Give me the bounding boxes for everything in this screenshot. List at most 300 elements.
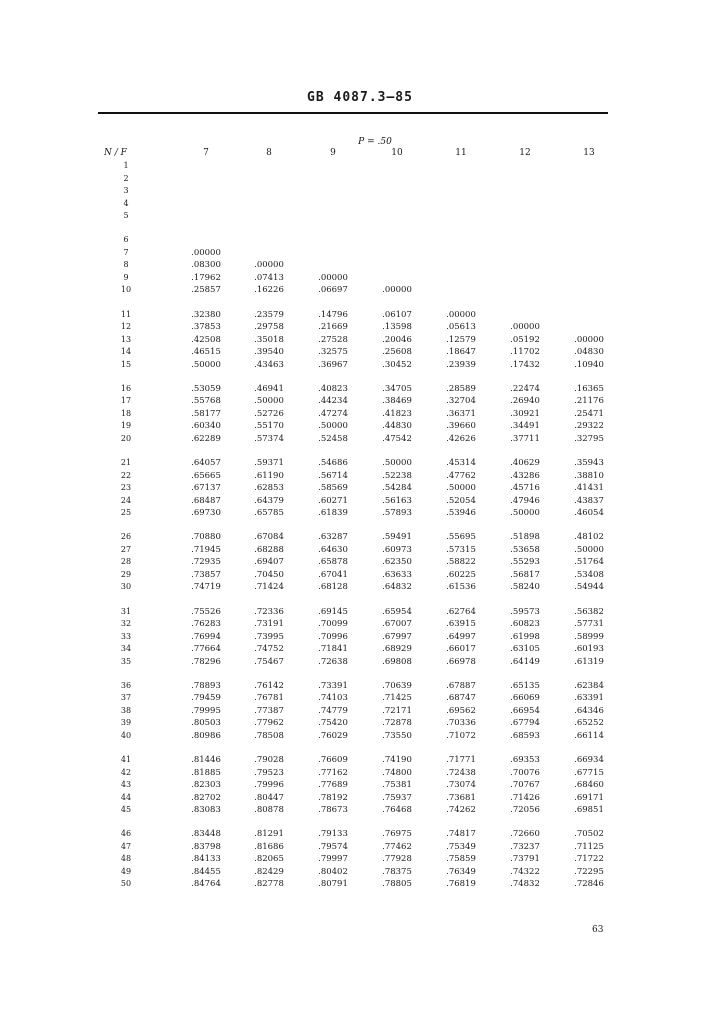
table-cell: .80402 bbox=[318, 866, 348, 877]
table-cell: .50000 bbox=[574, 544, 604, 555]
table-cell: .62350 bbox=[382, 557, 412, 568]
table-cell: .78192 bbox=[318, 792, 348, 803]
table-cell: .64832 bbox=[382, 582, 412, 593]
table-cell: .32795 bbox=[574, 433, 604, 444]
table-cell: .07413 bbox=[254, 272, 284, 283]
table-cell: .14796 bbox=[318, 309, 348, 320]
table-cell: .35018 bbox=[254, 334, 284, 345]
table-cell: .70450 bbox=[254, 569, 284, 580]
table-cell: .55170 bbox=[254, 421, 284, 432]
table-cell: .57374 bbox=[254, 433, 284, 444]
table-cell: .53946 bbox=[446, 508, 476, 519]
table-cell: .43286 bbox=[510, 470, 540, 481]
column-header: 8 bbox=[266, 148, 272, 158]
row-label: 38 bbox=[120, 705, 132, 715]
table-cell: .67084 bbox=[254, 532, 284, 543]
row-label: 45 bbox=[120, 805, 132, 815]
table-cell: .60823 bbox=[510, 619, 540, 630]
table-cell: .80986 bbox=[191, 730, 221, 741]
table-cell: .75526 bbox=[191, 606, 221, 617]
column-header: 9 bbox=[330, 148, 336, 158]
row-label: 2 bbox=[123, 173, 129, 183]
table-cell: .72438 bbox=[446, 767, 476, 778]
table-cell: .73237 bbox=[510, 841, 540, 852]
row-label: 27 bbox=[120, 544, 132, 554]
table-cell: .64149 bbox=[510, 656, 540, 667]
table-cell: .77962 bbox=[254, 718, 284, 729]
table-cell: .71425 bbox=[382, 693, 412, 704]
table-cell: .57893 bbox=[382, 508, 412, 519]
table-cell: .06107 bbox=[382, 309, 412, 320]
table-cell: .59371 bbox=[254, 458, 284, 468]
table-cell: .71722 bbox=[574, 854, 604, 865]
table-cell: .56382 bbox=[574, 606, 604, 617]
table-cell: .29758 bbox=[254, 322, 284, 333]
row-label: 9 bbox=[123, 272, 129, 282]
table-cell: .23579 bbox=[254, 309, 284, 320]
table-cell: .66954 bbox=[510, 705, 540, 716]
nf-column-header: N / F bbox=[104, 148, 127, 158]
table-cell: .78375 bbox=[382, 866, 412, 877]
row-label: 3 bbox=[123, 186, 129, 196]
table-cell: .47542 bbox=[382, 433, 412, 444]
row-label: 34 bbox=[120, 644, 132, 654]
table-cell: .66017 bbox=[446, 644, 476, 655]
table-cell: .45716 bbox=[510, 483, 540, 494]
row-label: 43 bbox=[120, 780, 132, 790]
table-cell: .73995 bbox=[254, 631, 284, 642]
row-label: 17 bbox=[120, 396, 132, 406]
table-cell: .22474 bbox=[510, 383, 540, 394]
row-label: 4 bbox=[123, 198, 129, 208]
table-cell: .64057 bbox=[191, 458, 221, 468]
row-label: 7 bbox=[123, 247, 129, 257]
table-cell: .54944 bbox=[574, 582, 604, 593]
table-cell: .69407 bbox=[254, 557, 284, 568]
table-cell: .72935 bbox=[191, 557, 221, 568]
column-header: 10 bbox=[391, 148, 403, 158]
table-cell: .69145 bbox=[318, 606, 348, 617]
table-cell: .17962 bbox=[191, 272, 221, 283]
table-cell: .72056 bbox=[510, 805, 540, 816]
row-label: 24 bbox=[120, 495, 132, 505]
table-cell: .74817 bbox=[446, 829, 476, 840]
table-cell: .83083 bbox=[191, 805, 221, 816]
table-cell: .51764 bbox=[574, 557, 604, 568]
column-header: 12 bbox=[519, 148, 531, 158]
table-cell: .68128 bbox=[318, 582, 348, 593]
table-cell: .27528 bbox=[318, 334, 348, 345]
row-label: 11 bbox=[120, 309, 132, 319]
table-cell: .73391 bbox=[318, 680, 348, 691]
table-cell: .71426 bbox=[510, 792, 540, 803]
row-label: 31 bbox=[120, 606, 132, 616]
table-cell: .67794 bbox=[510, 718, 540, 729]
row-label: 44 bbox=[120, 792, 132, 802]
table-cell: .64379 bbox=[254, 495, 284, 506]
table-cell: .82778 bbox=[254, 879, 284, 890]
row-label: 33 bbox=[120, 631, 132, 641]
table-cell: .43837 bbox=[574, 495, 604, 506]
table-cell: .58822 bbox=[446, 557, 476, 568]
table-cell: .41431 bbox=[574, 483, 604, 494]
row-label: 50 bbox=[120, 879, 132, 889]
table-cell: .76819 bbox=[446, 879, 476, 890]
column-header: 13 bbox=[583, 148, 595, 158]
table-cell: .64346 bbox=[574, 705, 604, 716]
table-cell: .53658 bbox=[510, 544, 540, 555]
table-cell: .74800 bbox=[382, 767, 412, 778]
table-cell: .71072 bbox=[446, 730, 476, 741]
table-cell: .82702 bbox=[191, 792, 221, 803]
table-cell: .57731 bbox=[574, 619, 604, 630]
table-cell: .62384 bbox=[574, 680, 604, 691]
table-cell: .68593 bbox=[510, 730, 540, 741]
table-cell: .41823 bbox=[382, 408, 412, 419]
table-cell: .73681 bbox=[446, 792, 476, 803]
table-cell: .06697 bbox=[318, 285, 348, 296]
table-cell: .79997 bbox=[318, 854, 348, 865]
table-cell: .74752 bbox=[254, 644, 284, 655]
row-label: 36 bbox=[120, 680, 132, 690]
table-cell: .78673 bbox=[318, 805, 348, 816]
table-cell: .76349 bbox=[446, 866, 476, 877]
table-cell: .77664 bbox=[191, 644, 221, 655]
table-cell: .63105 bbox=[510, 644, 540, 655]
table-cell: .76283 bbox=[191, 619, 221, 630]
row-label: 21 bbox=[120, 458, 132, 467]
table-cell: .40629 bbox=[510, 458, 540, 468]
table-cell: .70502 bbox=[574, 829, 604, 840]
table-cell: .56163 bbox=[382, 495, 412, 506]
table-cell: .69808 bbox=[382, 656, 412, 667]
table-cell: .30452 bbox=[382, 359, 412, 370]
row-label: 29 bbox=[120, 569, 132, 579]
table-cell: .68288 bbox=[254, 544, 284, 555]
table-cell: .81446 bbox=[191, 755, 221, 765]
table-cell: .34491 bbox=[510, 421, 540, 432]
table-cell: .39660 bbox=[446, 421, 476, 432]
table-cell: .84455 bbox=[191, 866, 221, 877]
table-cell: .80447 bbox=[254, 792, 284, 803]
table-cell: .05192 bbox=[510, 334, 540, 345]
table-cell: .73550 bbox=[382, 730, 412, 741]
table-cell: .78296 bbox=[191, 656, 221, 667]
table-cell: .65135 bbox=[510, 680, 540, 691]
table-cell: .75467 bbox=[254, 656, 284, 667]
table-cell: .62764 bbox=[446, 606, 476, 617]
table-cell: .52726 bbox=[254, 408, 284, 419]
row-label: 37 bbox=[120, 693, 132, 703]
table-cell: .67887 bbox=[446, 680, 476, 691]
table-cell: .59491 bbox=[382, 532, 412, 543]
table-cell: .61998 bbox=[510, 631, 540, 642]
table-cell: .63287 bbox=[318, 532, 348, 543]
table-cell: .50000 bbox=[318, 421, 348, 432]
table-cell: .71424 bbox=[254, 582, 284, 593]
table-cell: .64630 bbox=[318, 544, 348, 555]
table-cell: .25608 bbox=[382, 347, 412, 358]
table-cell: .39540 bbox=[254, 347, 284, 358]
table-cell: .80878 bbox=[254, 805, 284, 816]
table-cell: .74262 bbox=[446, 805, 476, 816]
table-cell: .74779 bbox=[318, 705, 348, 716]
table-cell: .69353 bbox=[510, 755, 540, 765]
row-label: 48 bbox=[120, 854, 132, 864]
table-cell: .28589 bbox=[446, 383, 476, 394]
table-cell: .64997 bbox=[446, 631, 476, 642]
table-cell: .60193 bbox=[574, 644, 604, 655]
table-cell: .66114 bbox=[574, 730, 604, 741]
row-label: 40 bbox=[120, 730, 132, 740]
table-cell: .11702 bbox=[510, 347, 540, 358]
column-header: 7 bbox=[203, 148, 209, 158]
table-cell: .77928 bbox=[382, 854, 412, 865]
page-number: 63 bbox=[592, 925, 604, 935]
table-cell: .55768 bbox=[191, 396, 221, 407]
table-cell: .53059 bbox=[191, 383, 221, 394]
table-cell: .18647 bbox=[446, 347, 476, 358]
table-cell: .45314 bbox=[446, 458, 476, 468]
table-cell: .47274 bbox=[318, 408, 348, 419]
table-cell: .67137 bbox=[191, 483, 221, 494]
table-cell: .52054 bbox=[446, 495, 476, 506]
table-cell: .50000 bbox=[382, 458, 412, 468]
table-cell: .47946 bbox=[510, 495, 540, 506]
table-cell: .29322 bbox=[574, 421, 604, 432]
table-cell: .77162 bbox=[318, 767, 348, 778]
table-cell: .75420 bbox=[318, 718, 348, 729]
table-cell: .72171 bbox=[382, 705, 412, 716]
table-cell: .58240 bbox=[510, 582, 540, 593]
row-label: 19 bbox=[120, 421, 132, 431]
table-cell: .63633 bbox=[382, 569, 412, 580]
table-cell: .66934 bbox=[574, 755, 604, 765]
table-cell: .77387 bbox=[254, 705, 284, 716]
table-cell: .00000 bbox=[382, 285, 412, 296]
table-cell: .25471 bbox=[574, 408, 604, 419]
table-cell: .00000 bbox=[574, 334, 604, 345]
table-cell: .60225 bbox=[446, 569, 476, 580]
table-cell: .70767 bbox=[510, 780, 540, 791]
row-label: 39 bbox=[120, 718, 132, 728]
table-cell: .68460 bbox=[574, 780, 604, 791]
table-cell: .78508 bbox=[254, 730, 284, 741]
table-cell: .30921 bbox=[510, 408, 540, 419]
table-cell: .00000 bbox=[318, 272, 348, 283]
table-cell: .78893 bbox=[191, 680, 221, 691]
table-cell: .54686 bbox=[318, 458, 348, 468]
table-cell: .72638 bbox=[318, 656, 348, 667]
table-cell: .72660 bbox=[510, 829, 540, 840]
table-cell: .00000 bbox=[510, 322, 540, 333]
table-cell: .71945 bbox=[191, 544, 221, 555]
table-cell: .76029 bbox=[318, 730, 348, 741]
table-cell: .71841 bbox=[318, 644, 348, 655]
table-cell: .73074 bbox=[446, 780, 476, 791]
table-cell: .61319 bbox=[574, 656, 604, 667]
column-header: 11 bbox=[455, 148, 467, 158]
table-cell: .70336 bbox=[446, 718, 476, 729]
table-cell: .70076 bbox=[510, 767, 540, 778]
table-cell: .73857 bbox=[191, 569, 221, 580]
table-cell: .61839 bbox=[318, 508, 348, 519]
table-cell: .77462 bbox=[382, 841, 412, 852]
row-label: 41 bbox=[120, 755, 132, 764]
table-cell: .50000 bbox=[446, 483, 476, 494]
row-label: 23 bbox=[120, 483, 132, 493]
table-cell: .00000 bbox=[191, 247, 221, 258]
table-cell: .65252 bbox=[574, 718, 604, 729]
table-cell: .38810 bbox=[574, 470, 604, 481]
table-cell: .16226 bbox=[254, 285, 284, 296]
table-cell: .42508 bbox=[191, 334, 221, 345]
table-cell: .55293 bbox=[510, 557, 540, 568]
table-cell: .81686 bbox=[254, 841, 284, 852]
document-title: GB 4087.3—85 bbox=[307, 90, 413, 105]
table-cell: .69730 bbox=[191, 508, 221, 519]
table-cell: .34705 bbox=[382, 383, 412, 394]
table-cell: .21176 bbox=[574, 396, 604, 407]
table-cell: .46941 bbox=[254, 383, 284, 394]
table-cell: .60271 bbox=[318, 495, 348, 506]
table-cell: .61190 bbox=[254, 470, 284, 481]
table-cell: .50000 bbox=[254, 396, 284, 407]
table-cell: .69171 bbox=[574, 792, 604, 803]
table-cell: .77689 bbox=[318, 780, 348, 791]
table-cell: .35943 bbox=[574, 458, 604, 468]
table-cell: .79133 bbox=[318, 829, 348, 840]
table-cell: .26940 bbox=[510, 396, 540, 407]
table-cell: .00000 bbox=[446, 309, 476, 320]
table-cell: .51898 bbox=[510, 532, 540, 543]
table-cell: .76975 bbox=[382, 829, 412, 840]
table-cell: .61536 bbox=[446, 582, 476, 593]
table-cell: .81291 bbox=[254, 829, 284, 840]
table-cell: .74322 bbox=[510, 866, 540, 877]
table-cell: .50000 bbox=[191, 359, 221, 370]
row-label: 46 bbox=[120, 829, 132, 839]
table-cell: .83798 bbox=[191, 841, 221, 852]
row-label: 13 bbox=[120, 334, 132, 344]
row-label: 1 bbox=[123, 161, 129, 170]
table-cell: .65785 bbox=[254, 508, 284, 519]
table-cell: .65665 bbox=[191, 470, 221, 481]
table-cell: .75349 bbox=[446, 841, 476, 852]
row-label: 49 bbox=[120, 866, 132, 876]
table-cell: .52458 bbox=[318, 433, 348, 444]
table-cell: .58569 bbox=[318, 483, 348, 494]
table-cell: .25857 bbox=[191, 285, 221, 296]
table-cell: .21669 bbox=[318, 322, 348, 333]
table-cell: .70880 bbox=[191, 532, 221, 543]
table-cell: .62853 bbox=[254, 483, 284, 494]
table-cell: .12579 bbox=[446, 334, 476, 345]
table-cell: .58999 bbox=[574, 631, 604, 642]
table-cell: .65954 bbox=[382, 606, 412, 617]
table-cell: .79459 bbox=[191, 693, 221, 704]
row-label: 28 bbox=[120, 557, 132, 567]
table-cell: .70996 bbox=[318, 631, 348, 642]
table-cell: .82429 bbox=[254, 866, 284, 877]
table-cell: .66069 bbox=[510, 693, 540, 704]
table-cell: .74103 bbox=[318, 693, 348, 704]
table-cell: .44830 bbox=[382, 421, 412, 432]
row-label: 18 bbox=[120, 408, 132, 418]
table-cell: .67715 bbox=[574, 767, 604, 778]
table-cell: .72878 bbox=[382, 718, 412, 729]
table-cell: .74832 bbox=[510, 879, 540, 890]
table-cell: .36967 bbox=[318, 359, 348, 370]
table-cell: .68929 bbox=[382, 644, 412, 655]
table-cell: .37711 bbox=[510, 433, 540, 444]
table-cell: .65878 bbox=[318, 557, 348, 568]
table-cell: .83448 bbox=[191, 829, 221, 840]
table-cell: .79996 bbox=[254, 780, 284, 791]
table-cell: .59573 bbox=[510, 606, 540, 617]
row-label: 26 bbox=[120, 532, 132, 542]
row-label: 25 bbox=[120, 508, 132, 518]
table-cell: .36371 bbox=[446, 408, 476, 419]
table-cell: .53408 bbox=[574, 569, 604, 580]
table-cell: .80503 bbox=[191, 718, 221, 729]
table-cell: .75859 bbox=[446, 854, 476, 865]
table-cell: .68747 bbox=[446, 693, 476, 704]
parameter-label: P = .50 bbox=[358, 137, 392, 147]
table-cell: .58177 bbox=[191, 408, 221, 419]
row-label: 20 bbox=[120, 433, 132, 443]
table-cell: .84133 bbox=[191, 854, 221, 865]
table-cell: .05613 bbox=[446, 322, 476, 333]
table-cell: .71771 bbox=[446, 755, 476, 765]
table-cell: .50000 bbox=[510, 508, 540, 519]
table-cell: .82065 bbox=[254, 854, 284, 865]
table-cell: .60973 bbox=[382, 544, 412, 555]
row-label: 10 bbox=[120, 285, 132, 295]
row-label: 35 bbox=[120, 656, 132, 666]
table-cell: .67041 bbox=[318, 569, 348, 580]
row-label: 6 bbox=[123, 235, 129, 245]
table-cell: .56714 bbox=[318, 470, 348, 481]
table-cell: .72336 bbox=[254, 606, 284, 617]
table-cell: .55695 bbox=[446, 532, 476, 543]
row-label: 12 bbox=[120, 322, 132, 332]
table-cell: .76609 bbox=[318, 755, 348, 765]
table-cell: .75381 bbox=[382, 780, 412, 791]
row-label: 22 bbox=[120, 470, 132, 480]
table-cell: .54284 bbox=[382, 483, 412, 494]
table-cell: .40823 bbox=[318, 383, 348, 394]
table-cell: .76781 bbox=[254, 693, 284, 704]
table-cell: .73191 bbox=[254, 619, 284, 630]
table-cell: .00000 bbox=[254, 260, 284, 271]
table-cell: .38469 bbox=[382, 396, 412, 407]
table-cell: .76142 bbox=[254, 680, 284, 691]
table-cell: .57315 bbox=[446, 544, 476, 555]
table-cell: .69562 bbox=[446, 705, 476, 716]
header-rule bbox=[98, 112, 608, 114]
row-label: 47 bbox=[120, 841, 132, 851]
row-label: 8 bbox=[123, 260, 129, 270]
table-cell: .82303 bbox=[191, 780, 221, 791]
row-label: 15 bbox=[120, 359, 132, 369]
table-cell: .20046 bbox=[382, 334, 412, 345]
table-cell: .63391 bbox=[574, 693, 604, 704]
row-label: 42 bbox=[120, 767, 132, 777]
table-cell: .08300 bbox=[191, 260, 221, 271]
table-cell: .52238 bbox=[382, 470, 412, 481]
table-cell: .70639 bbox=[382, 680, 412, 691]
